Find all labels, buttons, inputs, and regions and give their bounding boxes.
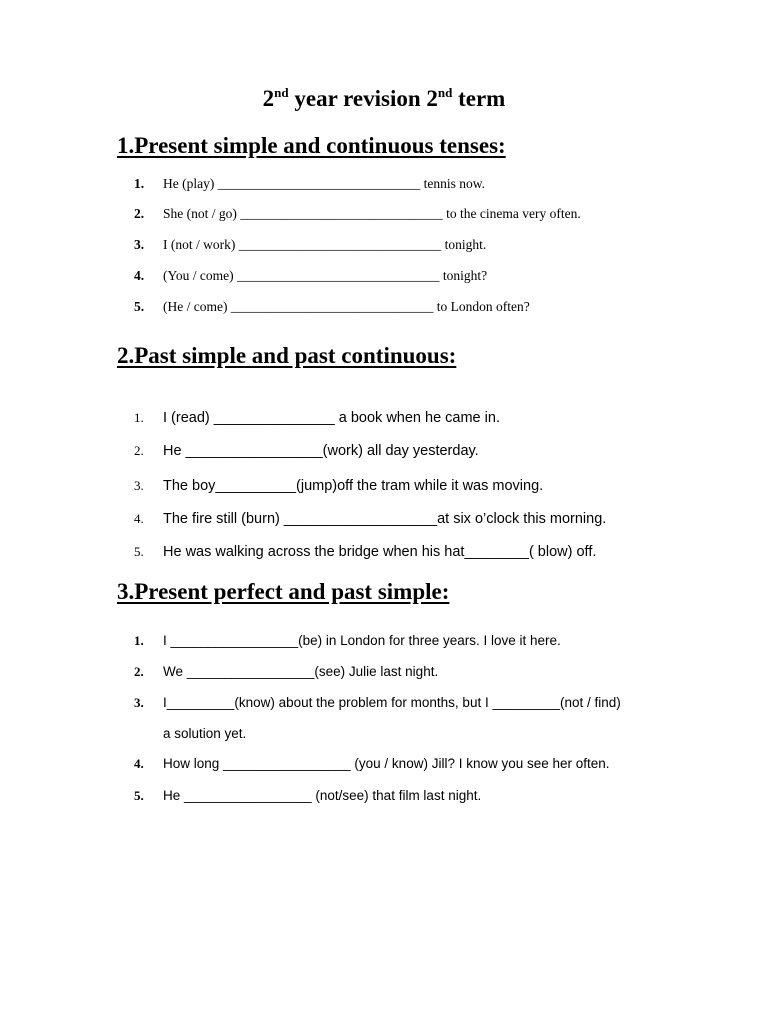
exercise-item [134, 633, 561, 649]
item-text: I _________________(be) in London for three years. I love it here. [163, 633, 561, 648]
exercise-item [134, 695, 621, 711]
page-title: 2nd year revision 2nd term [262, 85, 506, 111]
exercise-item [134, 478, 543, 494]
section-heading: 1.Present simple and continuous tenses: [117, 133, 506, 158]
exercise-item [134, 299, 530, 315]
item-number: 3. [134, 695, 144, 710]
item-number: 2. [134, 443, 144, 458]
item-number: 2. [134, 206, 145, 221]
item-number: 1. [134, 410, 144, 425]
exercise-item [134, 664, 438, 680]
exercise-item [134, 511, 606, 527]
item-text: The fire still (burn) ___________________at six o’clock this morning. [163, 511, 607, 527]
item-number: 4. [134, 511, 144, 526]
item-text: (You / come) ______________________________ tonight? [163, 268, 488, 283]
exercise-item [134, 443, 479, 459]
exercise-item [134, 544, 596, 560]
section-heading: 2.Past simple and past continuous: [117, 343, 457, 368]
item-text: I (read) _______________ a book when he came in. [163, 410, 500, 426]
exercise-item [134, 176, 485, 192]
item-text: I (not / work) ______________________________ tonight. [163, 237, 487, 252]
item-text: She (not / go) ______________________________ to the cinema very often. [163, 206, 581, 221]
exercise-item [134, 756, 610, 772]
item-text-continuation: a solution yet. [163, 726, 247, 741]
item-number: 1. [134, 633, 144, 648]
exercise-item [134, 410, 500, 426]
exercise-item [134, 206, 581, 222]
item-text: We _________________(see) Julie last night. [163, 664, 439, 679]
item-text: He _________________ (not/see) that film last night. [163, 788, 482, 803]
item-text: How long _________________ (you / know) Jill? I know you see her often. [163, 756, 610, 771]
section-heading: 3.Present perfect and past simple: [117, 579, 450, 604]
item-text: The boy__________(jump)off the tram while it was moving. [163, 478, 544, 494]
item-text: He (play) ______________________________ tennis now. [163, 176, 485, 191]
item-number: 5. [134, 544, 144, 559]
item-text: I_________(know) about the problem for months, but I _________(not / find) [163, 695, 621, 710]
exercise-item [134, 788, 481, 804]
item-number: 5. [134, 788, 144, 803]
exercise-item [134, 268, 487, 284]
item-text: He _________________(work) all day yesterday. [163, 443, 479, 459]
item-number: 4. [134, 756, 144, 771]
item-number: 3. [134, 237, 145, 252]
item-number: 5. [134, 299, 145, 314]
item-text: He was walking across the bridge when his hat________( blow) off. [163, 544, 597, 560]
item-number: 1. [134, 176, 145, 191]
item-number: 3. [134, 478, 144, 493]
item-number: 2. [134, 664, 144, 679]
item-text: (He / come) ______________________________ to London often? [163, 299, 530, 314]
exercise-item [134, 237, 486, 253]
item-number: 4. [134, 268, 145, 283]
